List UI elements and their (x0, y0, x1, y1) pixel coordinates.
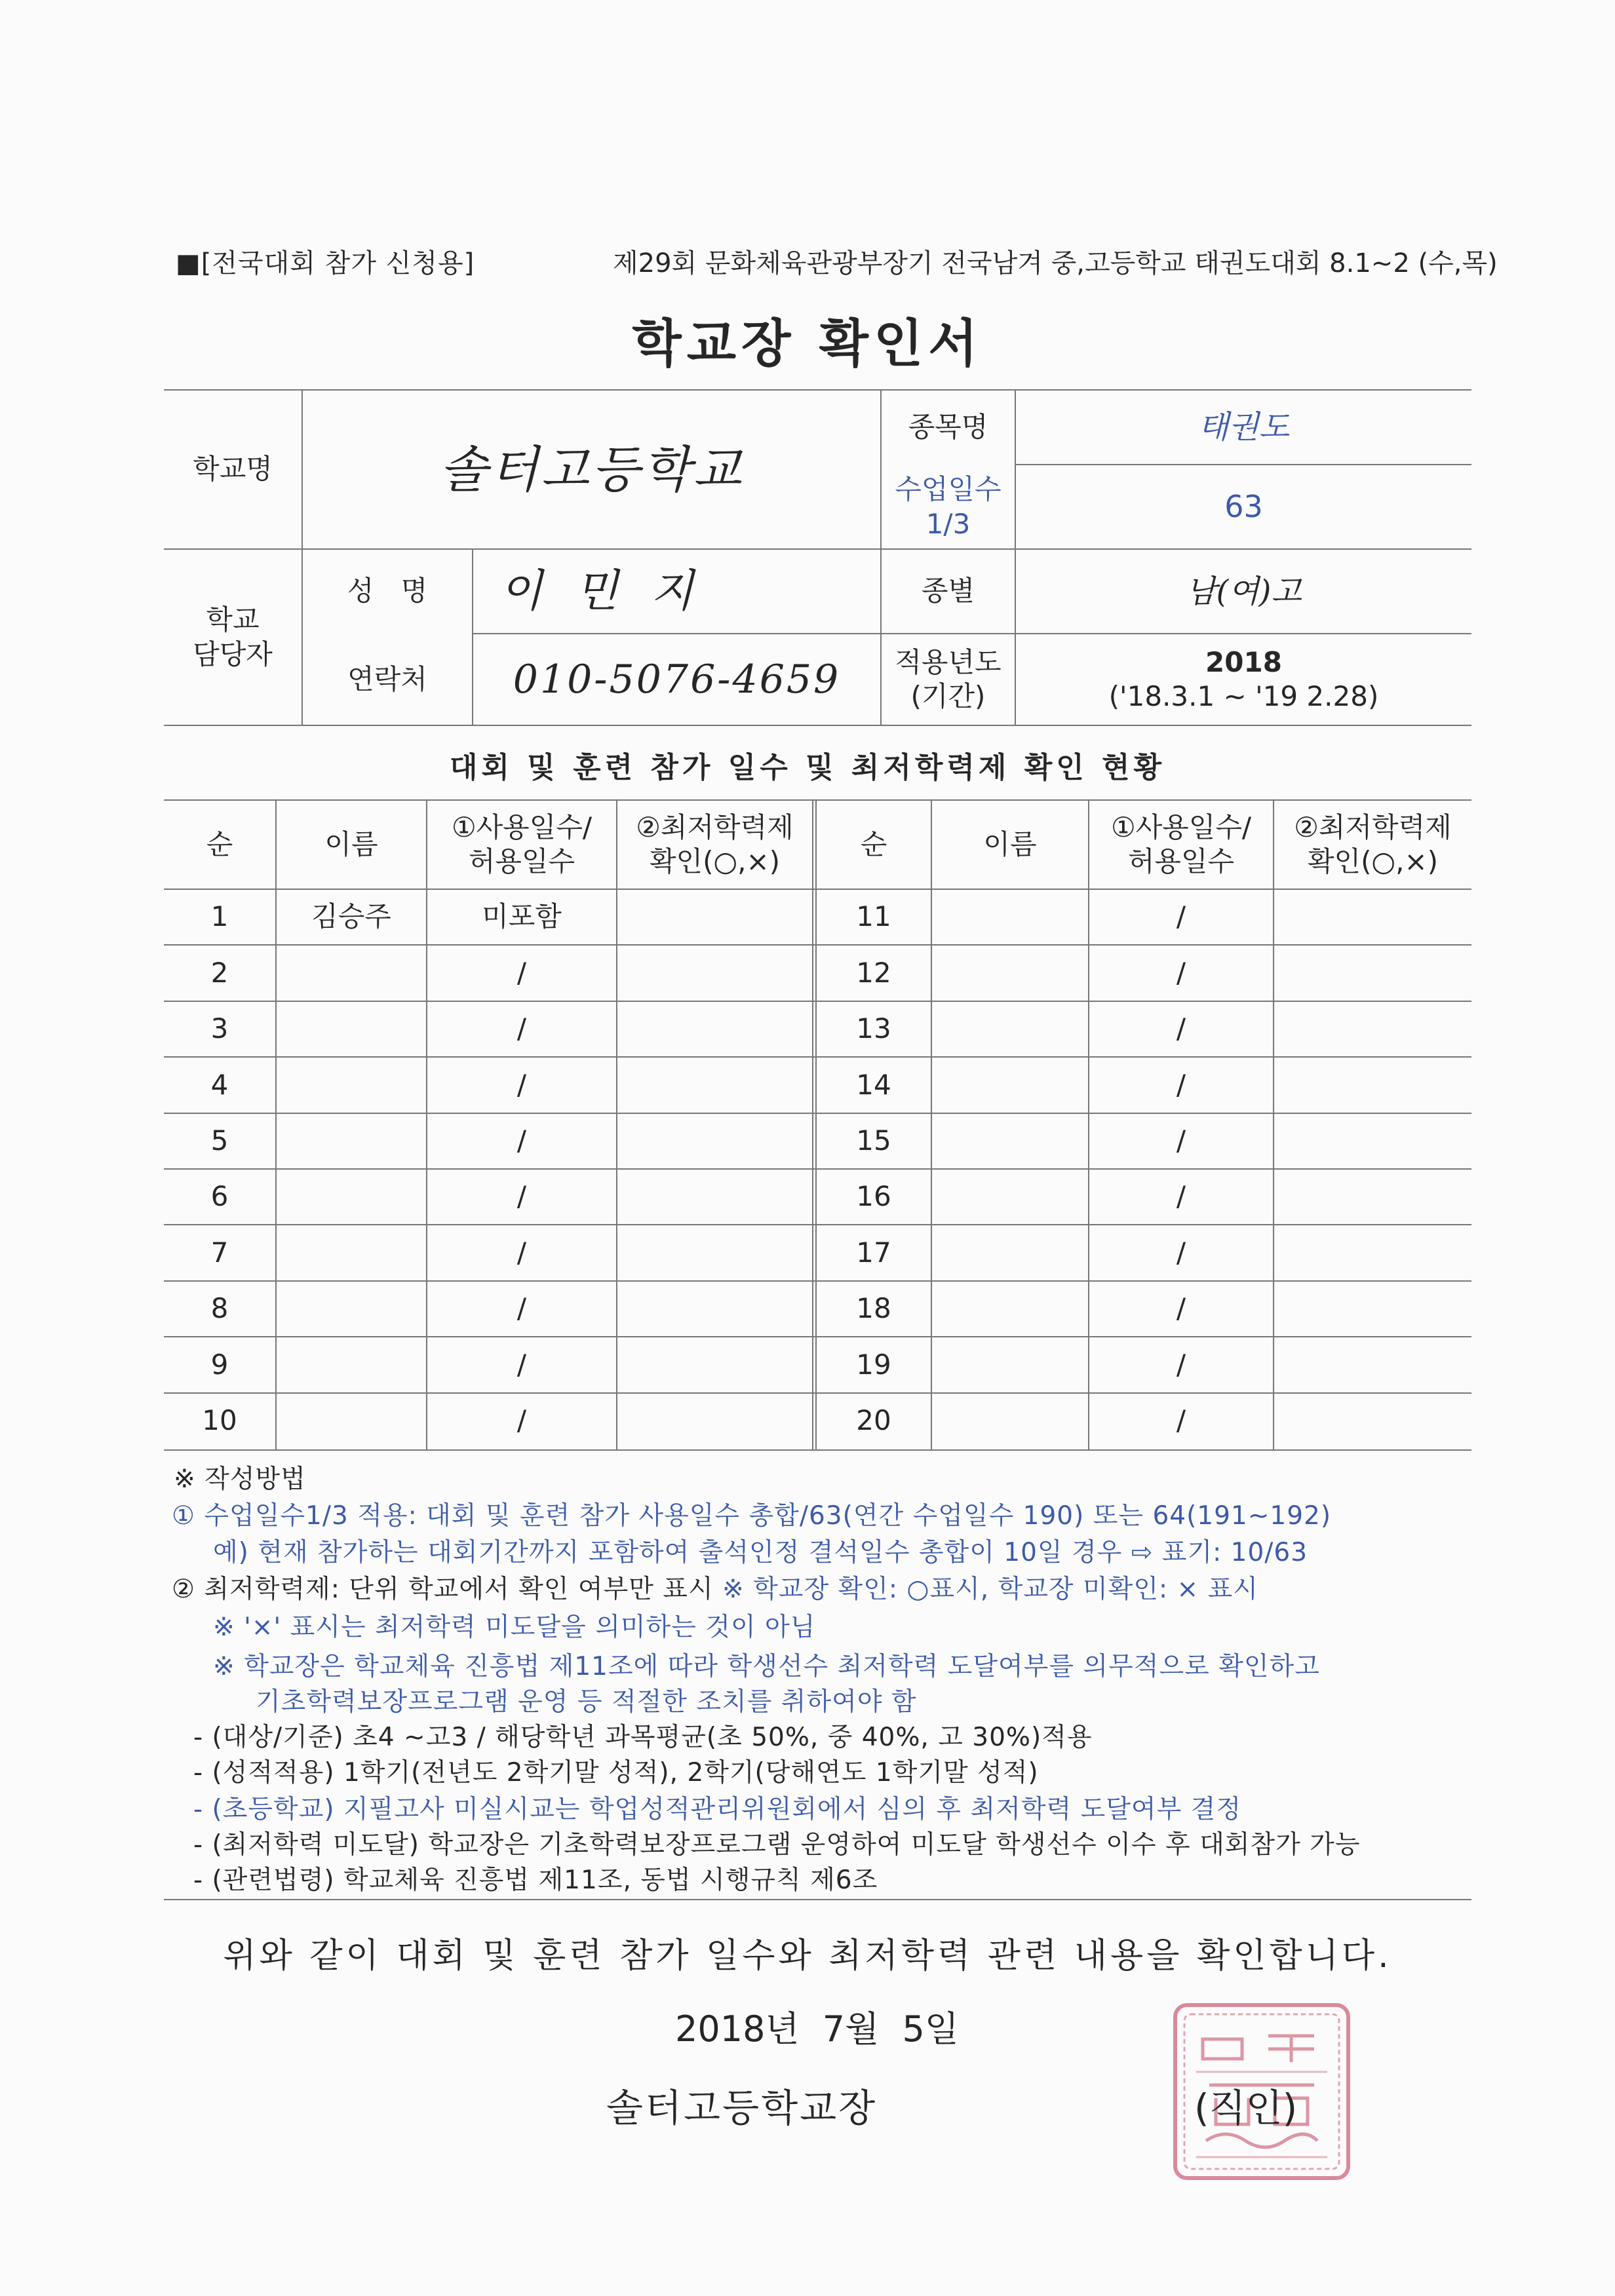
cell-days: / (1176, 900, 1186, 933)
cell-days: / (1176, 1012, 1186, 1045)
cell-name (932, 1337, 1088, 1392)
apply-year-label-line2: (기간) (910, 680, 986, 712)
cell-name (932, 1114, 1088, 1168)
cell-days: / (1176, 1124, 1186, 1157)
note-4a: ※ 학교장은 학교체육 진흥법 제11조에 따라 학생선수 최저학력 도달여부를 의무적으로 확인하고 (213, 1652, 1320, 1681)
header-days-left (427, 801, 616, 889)
note-2-main: ② 최저학력제: 단위 학교에서 확인 여부만 표시 (172, 1575, 714, 1604)
cell-days: / (516, 1180, 527, 1213)
cell-name (277, 1394, 426, 1448)
cell-name (932, 890, 1088, 944)
cell-name (932, 946, 1088, 1000)
cell-no: 17 (856, 1236, 891, 1269)
cell-check (1274, 1337, 1471, 1392)
cell-days: / (516, 1124, 527, 1157)
confirmation-statement: 위와 같이 대회 및 훈련 참가 일수와 최저학력 관련 내용을 확인합니다. (223, 1936, 1392, 1976)
cell-days: / (1176, 1236, 1186, 1269)
cell-no: 3 (210, 1012, 229, 1045)
cell-days: / (1176, 1180, 1186, 1213)
header-days-line2: 허용일수 (468, 845, 575, 877)
apply-period: ('18.3.1 ~ '19 2.28) (1108, 680, 1379, 712)
section-title: 대회 및 훈련 참가 일수 및 최저학력제 확인 현황 (449, 751, 1166, 784)
cell-check (1274, 946, 1471, 1000)
manager-label (164, 550, 302, 725)
cell-no: 19 (856, 1348, 891, 1381)
header-check-left (617, 801, 812, 889)
competition-name: 제29회 문화체육관광부장기 전국남겨 중,고등학교 태권도대회 8.1~2 (수,목) (613, 248, 1498, 278)
cell-name (932, 1058, 1088, 1112)
cell-name (277, 1225, 426, 1280)
category-label: 종별 (921, 575, 975, 607)
cell-check (617, 1337, 812, 1392)
cell-check (617, 890, 812, 944)
cell-name (932, 1170, 1088, 1224)
cell-no: 18 (856, 1292, 891, 1325)
person-name-label: 성 명 (347, 575, 428, 607)
note-2 (172, 1569, 1258, 1605)
cell-no: 11 (856, 900, 891, 933)
cell-name (277, 1337, 426, 1392)
signer-name: 솔터고등학교장 (606, 2086, 878, 2130)
class-days-label-line1: 수업일수 (895, 473, 1002, 505)
cell-check (1274, 1114, 1471, 1168)
note-detail-5: - (관련법령) 학교체육 진흥법 제11조, 동법 시행규칙 제6조 (193, 1866, 878, 1895)
cell-no: 7 (210, 1236, 229, 1269)
cell-days: / (516, 956, 527, 989)
apply-year-value (1016, 634, 1471, 725)
cell-name (932, 1394, 1088, 1448)
note-3: ※ '×' 표시는 최저학력 미도달을 의미하는 것이 아님 (213, 1613, 816, 1642)
cell-days: / (516, 1068, 527, 1101)
cell-days: / (1176, 1348, 1186, 1381)
note-detail-1: - (대상/기준) 초4 ~고3 / 해당학년 과목평균(초 50%, 중 40%, 고 30%)적용 (193, 1723, 1093, 1752)
cell-no: 13 (856, 1012, 891, 1045)
cell-check (617, 1225, 812, 1280)
cell-name (277, 1170, 426, 1224)
header-check-line1: ②최저학력제 (1294, 811, 1452, 843)
category-value: 남(여)고 (1186, 573, 1302, 610)
school-name-label: 학교명 (193, 453, 273, 486)
header-check-line2: 확인(○,×) (649, 845, 781, 877)
manager-label-line1: 학교 (206, 603, 260, 636)
header-days-right (1089, 801, 1273, 889)
cell-no: 14 (856, 1068, 891, 1101)
cell-check (1274, 1225, 1471, 1280)
cell-no: 2 (210, 956, 229, 989)
cell-days: / (516, 1236, 527, 1269)
cell-check (617, 1058, 812, 1112)
header-name-right: 이름 (983, 828, 1037, 860)
cell-days: / (1176, 1068, 1186, 1101)
header-check-right (1274, 801, 1471, 889)
cell-no: 6 (210, 1180, 229, 1213)
cell-name (932, 1225, 1088, 1280)
cell-no: 10 (202, 1404, 237, 1437)
cell-check (617, 1002, 812, 1056)
cell-check (617, 1170, 812, 1224)
note-1b: 예) 현재 참가하는 대회기간까지 포함하여 출석인정 결석일수 총합이 10일 경우 ⇨ 표기: 10/63 (213, 1538, 1308, 1567)
event-label: 종목명 (908, 410, 988, 443)
apply-year-label-line1: 적용년도 (895, 645, 1002, 678)
cell-name (277, 1002, 426, 1056)
note-detail-3: - (초등학교) 지필고사 미실시교는 학업성적관리위원회에서 심의 후 최저학력 도달여부 결정 (193, 1795, 1242, 1824)
cell-check (1274, 890, 1471, 944)
cell-days: / (516, 1012, 527, 1045)
note-1a: ① 수업일수1/3 적용: 대회 및 훈련 참가 사용일수 총합/63(연간 수업일수 190) 또는 64(191~192) (172, 1501, 1332, 1531)
contact-value: 010-5076-4659 (513, 656, 841, 702)
note-4b: 기초학력보장프로그램 운영 등 적절한 조치를 취하여야 함 (256, 1687, 917, 1717)
header-days-line2: 허용일수 (1127, 845, 1235, 877)
cell-days: / (1176, 956, 1186, 989)
cell-days: / (516, 1348, 527, 1381)
cell-days: / (516, 1292, 527, 1325)
header-no-right: 순 (860, 828, 887, 860)
cell-no: 12 (856, 956, 891, 989)
event-value: 태권도 (1197, 409, 1290, 446)
header-days-line1: ①사용일수/ (1110, 811, 1252, 843)
cell-no: 1 (210, 900, 229, 933)
header-check-line2: 확인(○,×) (1307, 845, 1439, 877)
note-detail-4: - (최저학력 미도달) 학교장은 기초학력보장프로그램 운영하여 미도달 학생선수 이수 후 대회참가 가능 (193, 1830, 1361, 1860)
cell-no: 9 (210, 1348, 229, 1381)
cell-days: / (1176, 1292, 1186, 1325)
header-days-line1: ①사용일수/ (451, 811, 593, 843)
cell-days: / (1176, 1404, 1186, 1437)
apply-year-label (882, 634, 1015, 725)
cell-check (617, 1114, 812, 1168)
cell-check (1274, 1394, 1471, 1448)
cell-check (1274, 1002, 1471, 1056)
cell-check (1274, 1170, 1471, 1224)
cell-check (617, 1394, 812, 1448)
cell-name (277, 946, 426, 1000)
cell-no: 20 (856, 1404, 891, 1437)
cell-name (932, 1282, 1088, 1336)
cell-name (932, 1002, 1088, 1056)
cell-no: 8 (210, 1292, 229, 1325)
cell-name (277, 1058, 426, 1112)
cell-check (1274, 1058, 1471, 1112)
class-days-label-line2: 1/3 (925, 507, 971, 540)
issue-date: 2018년 7월 5일 (675, 2008, 959, 2050)
cell-check (617, 946, 812, 1000)
cell-check (1274, 1282, 1471, 1336)
note-detail-2: - (성적적용) 1학기(전년도 2학기말 성적), 2학기(당해연도 1학기말 성적) (193, 1758, 1039, 1788)
apply-year-number: 2018 (1205, 645, 1282, 678)
form-type-label: ■[전국대회 참가 신청용] (176, 248, 475, 278)
cell-no: 4 (210, 1068, 229, 1101)
cell-name (277, 1282, 426, 1336)
header-name-left: 이름 (324, 828, 378, 860)
header-no-left: 순 (206, 828, 233, 860)
cell-days: 미포함 (482, 900, 562, 933)
contact-label: 연락처 (347, 662, 427, 695)
header-check-line1: ②최저학력제 (636, 811, 794, 843)
cell-no: 16 (856, 1180, 891, 1213)
cell-name (277, 1114, 426, 1168)
manager-label-line2: 담당자 (193, 638, 273, 670)
cell-no: 5 (210, 1124, 229, 1157)
notes-heading: ※ 작성방법 (174, 1464, 306, 1494)
cell-days: / (516, 1404, 527, 1437)
cell-no: 15 (856, 1124, 891, 1157)
seal-label: (직인) (1194, 2086, 1298, 2130)
page-title: 학교장 확인서 (632, 315, 983, 373)
class-days-label (882, 465, 1015, 548)
note-2-sub: ※ 학교장 확인: ○표시, 학교장 미확인: × 표시 (722, 1575, 1258, 1604)
person-name-value: 이 민 지 (499, 565, 703, 617)
cell-check (617, 1282, 812, 1336)
school-name-value: 솔터고등학교 (439, 440, 744, 499)
class-days-value: 63 (1224, 488, 1263, 524)
cell-name: 김승주 (311, 900, 391, 933)
